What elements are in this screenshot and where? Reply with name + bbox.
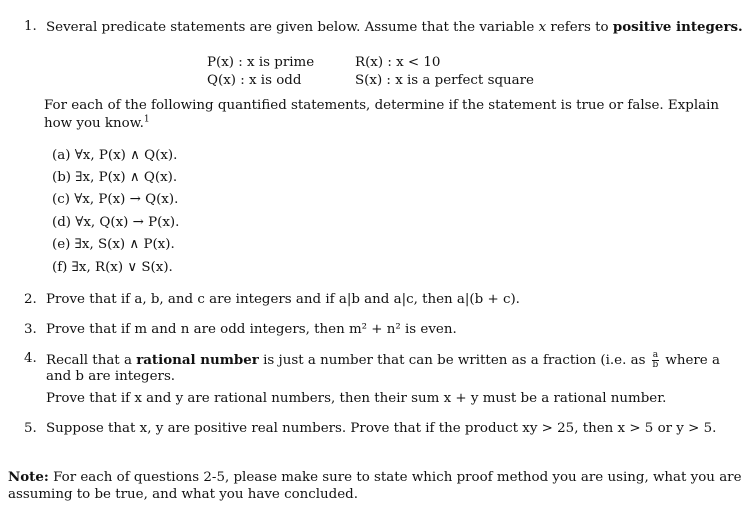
q2-text: Prove that if a, b, and c are integers and if a|b and a|c, then a|(b + c). <box>46 292 520 307</box>
q4-line2: and b are integers. <box>46 369 176 384</box>
q1-instruction-line2-text: how you know. <box>44 116 144 131</box>
q1-part-a: (a) ∀x, P(x) ∧ Q(x). <box>52 148 178 163</box>
def-s: S(x) : x is a perfect square <box>355 73 534 88</box>
q1-part-b: (b) ∃x, P(x) ∧ Q(x). <box>52 170 178 185</box>
q1-instruction-line1: For each of the following quantified statements, determine if the statement is true or false. Explain <box>44 98 719 113</box>
q1-instruction-line2 <box>44 116 150 133</box>
note-text-1: For each of questions 2-5, please make sure to state which proof method you are using, what you are <box>48 470 742 485</box>
q3-number: 3. <box>24 322 37 337</box>
q1-part-e: (e) ∃x, S(x) ∧ P(x). <box>52 237 175 252</box>
footnote-mark: 1 <box>143 114 150 125</box>
note-line2: assuming to be true, and what you have concluded. <box>8 487 359 502</box>
q4-pre: Recall that a <box>46 353 137 368</box>
q1-intro-pre: Several predicate statements are given below. Assume that the variable <box>46 20 539 35</box>
q2-number: 2. <box>24 292 37 307</box>
q1-intro <box>46 19 743 37</box>
note-label: Note: <box>8 469 49 485</box>
q1-number: 1. <box>24 19 37 34</box>
q1-intro-mid: refers to <box>546 20 613 35</box>
q4-mid: is just a number that can be written as a fraction (i.e. as <box>258 353 650 368</box>
q1-intro-bold: positive integers. <box>612 19 743 35</box>
def-r: R(x) : x < 10 <box>355 55 441 70</box>
q4-line3: Prove that if x and y are rational numbers, then their sum x + y must be a rational number. <box>46 391 667 406</box>
q1-intro-var: x <box>538 20 547 35</box>
q5-text: Suppose that x, y are positive real numbers. Prove that if the product xy > 25, then x > 5 or y > 5. <box>46 421 717 436</box>
def-q: Q(x) : x is odd <box>207 73 302 88</box>
q1-part-c: (c) ∀x, P(x) → Q(x). <box>52 192 179 207</box>
fraction-a-over-b <box>652 351 659 370</box>
q3-text: Prove that if m and n are odd integers, then m² + n² is even. <box>46 322 457 337</box>
note-line1 <box>8 469 742 487</box>
frac-numerator: a <box>652 350 659 360</box>
q4-post: where a <box>661 353 720 368</box>
def-p: P(x) : x is prime <box>207 55 315 70</box>
frac-denominator: b <box>652 360 659 370</box>
q4-bold: rational number <box>136 352 259 368</box>
q1-part-d: (d) ∀x, Q(x) → P(x). <box>52 215 180 230</box>
q1-part-f: (f) ∃x, R(x) ∨ S(x). <box>52 260 173 275</box>
q4-number: 4. <box>24 351 37 366</box>
q5-number: 5. <box>24 421 37 436</box>
q4-line1 <box>46 351 720 370</box>
